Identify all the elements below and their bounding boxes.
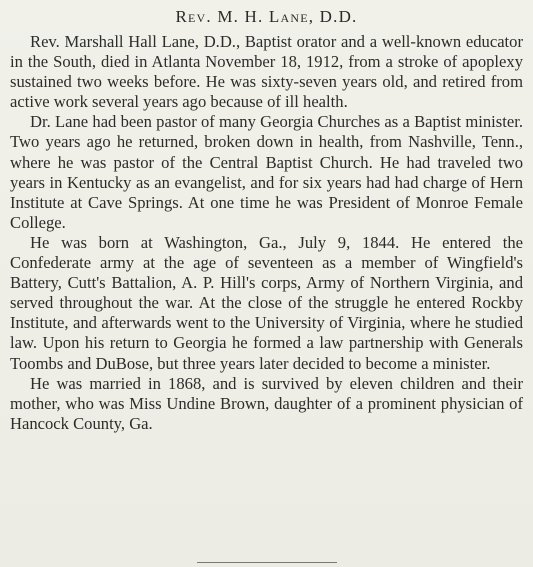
paragraph-4: He was married in 1868, and is survived by eleven children and their mother, who was Miss Undine Brown, daughter of a prominent physician of Hancock County, Ga. xyxy=(10,373,523,433)
article-title: Rev. M. H. Lane, D.D. xyxy=(175,7,358,26)
article-body xyxy=(10,32,523,434)
paragraph-3: He was born at Washington, Ga., July 9, 1844. He entered the Confederate army at the age of seventeen as a member of Wingfield's Battery, Cutt's Battalion, A. P. Hill's corps, Army of Northern Virginia, and served throughout the war. At the close of the struggle he entered Rockby Institute, and afterwards went to the University of Virginia, where he studied law. Upon his return to Georgia he formed a law partnership with Generals Toombs and DuBose, but three years later decided to become a minister. xyxy=(10,232,523,373)
paragraph-2: Dr. Lane had been pastor of many Georgia Churches as a Baptist minister. Two years ago he returned, broken down in health, from Nashville, Tenn., where he was pastor of the Central Baptist Church. He had traveled two years in Kentucky as an evangelist, and for six years had had charge of Hern Institute at Cave Springs. At one time he was President of Monroe Female College. xyxy=(10,112,523,232)
section-divider xyxy=(197,562,337,563)
paragraph-1: Rev. Marshall Hall Lane, D.D., Baptist orator and a well-known educator in the South, died in Atlanta November 18, 1912, from a stroke of apoplexy sustained two weeks before. He was sixty-seven years old, and retired from active work several years ago because of ill health. xyxy=(10,32,523,112)
